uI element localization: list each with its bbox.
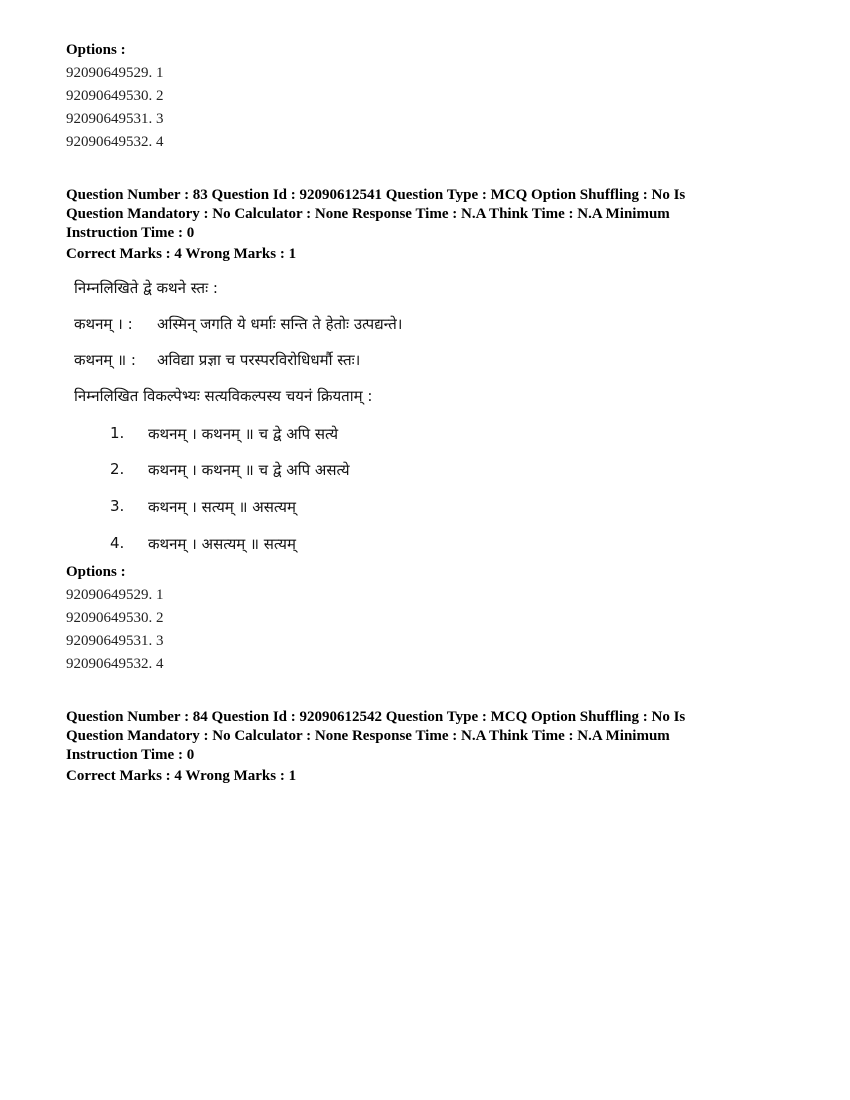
choice-number: 1. xyxy=(110,424,125,442)
q84-header-line3: Instruction Time : 0 xyxy=(66,747,195,763)
q83-marks: Correct Marks : 4 Wrong Marks : 1 xyxy=(66,246,297,262)
q84-header xyxy=(66,708,766,765)
choice-text: कथनम् । कथनम् ॥ च द्वे अपि असत्ये xyxy=(148,461,350,479)
q83-instruction: निम्नलिखित विकल्पेभ्यः सत्यविकल्पस्य चयनं क्रियताम् : xyxy=(74,387,373,405)
q84-header-line2: Question Mandatory : No Calculator : None Response Time : N.A Think Time : N.A Minimum xyxy=(66,728,670,744)
option-line: 92090649529. 1 xyxy=(66,65,164,81)
choice-number: 3. xyxy=(110,497,125,515)
option-line: 92090649531. 3 xyxy=(66,633,164,649)
q84-header-line1: Question Number : 84 Question Id : 92090612542 Question Type : MCQ Option Shuffling : No Is xyxy=(66,709,686,725)
option-line: 92090649529. 1 xyxy=(66,587,164,603)
choice-text: कथनम् । कथनम् ॥ च द्वे अपि सत्ये xyxy=(148,425,339,443)
q83-statement1-label: कथनम् । : xyxy=(74,315,133,333)
q83-header-line3: Instruction Time : 0 xyxy=(66,225,195,241)
choice-number: 4. xyxy=(110,534,125,552)
q83-statement2-label: कथनम् ॥ : xyxy=(74,351,136,369)
q83-header xyxy=(66,186,766,243)
q83-statement2-text: अविद्या प्रज्ञा च परस्परविरोधिधर्मौ स्तः। xyxy=(157,351,361,369)
option-line: 92090649532. 4 xyxy=(66,656,164,672)
option-line: 92090649530. 2 xyxy=(66,88,164,104)
choice-number: 2. xyxy=(110,460,125,478)
q83-options-label: Options : xyxy=(66,564,126,580)
q83-header-line2: Question Mandatory : No Calculator : None Response Time : N.A Think Time : N.A Minimum xyxy=(66,206,670,222)
option-line: 92090649530. 2 xyxy=(66,610,164,626)
options-label-top: Options : xyxy=(66,42,126,58)
option-line: 92090649532. 4 xyxy=(66,134,164,150)
q83-intro: निम्नलिखिते द्वे कथने स्तः : xyxy=(74,279,218,297)
q84-marks: Correct Marks : 4 Wrong Marks : 1 xyxy=(66,768,297,784)
option-line: 92090649531. 3 xyxy=(66,111,164,127)
q83-header-line1: Question Number : 83 Question Id : 92090612541 Question Type : MCQ Option Shuffling : No Is xyxy=(66,187,686,203)
choice-text: कथनम् । सत्यम् ॥ असत्यम् xyxy=(148,498,296,516)
q83-statement1-text: अस्मिन् जगति ये धर्माः सन्ति ते हेतोः उत्पद्यन्ते। xyxy=(157,315,403,333)
choice-text: कथनम् । असत्यम् ॥ सत्यम् xyxy=(148,535,296,553)
